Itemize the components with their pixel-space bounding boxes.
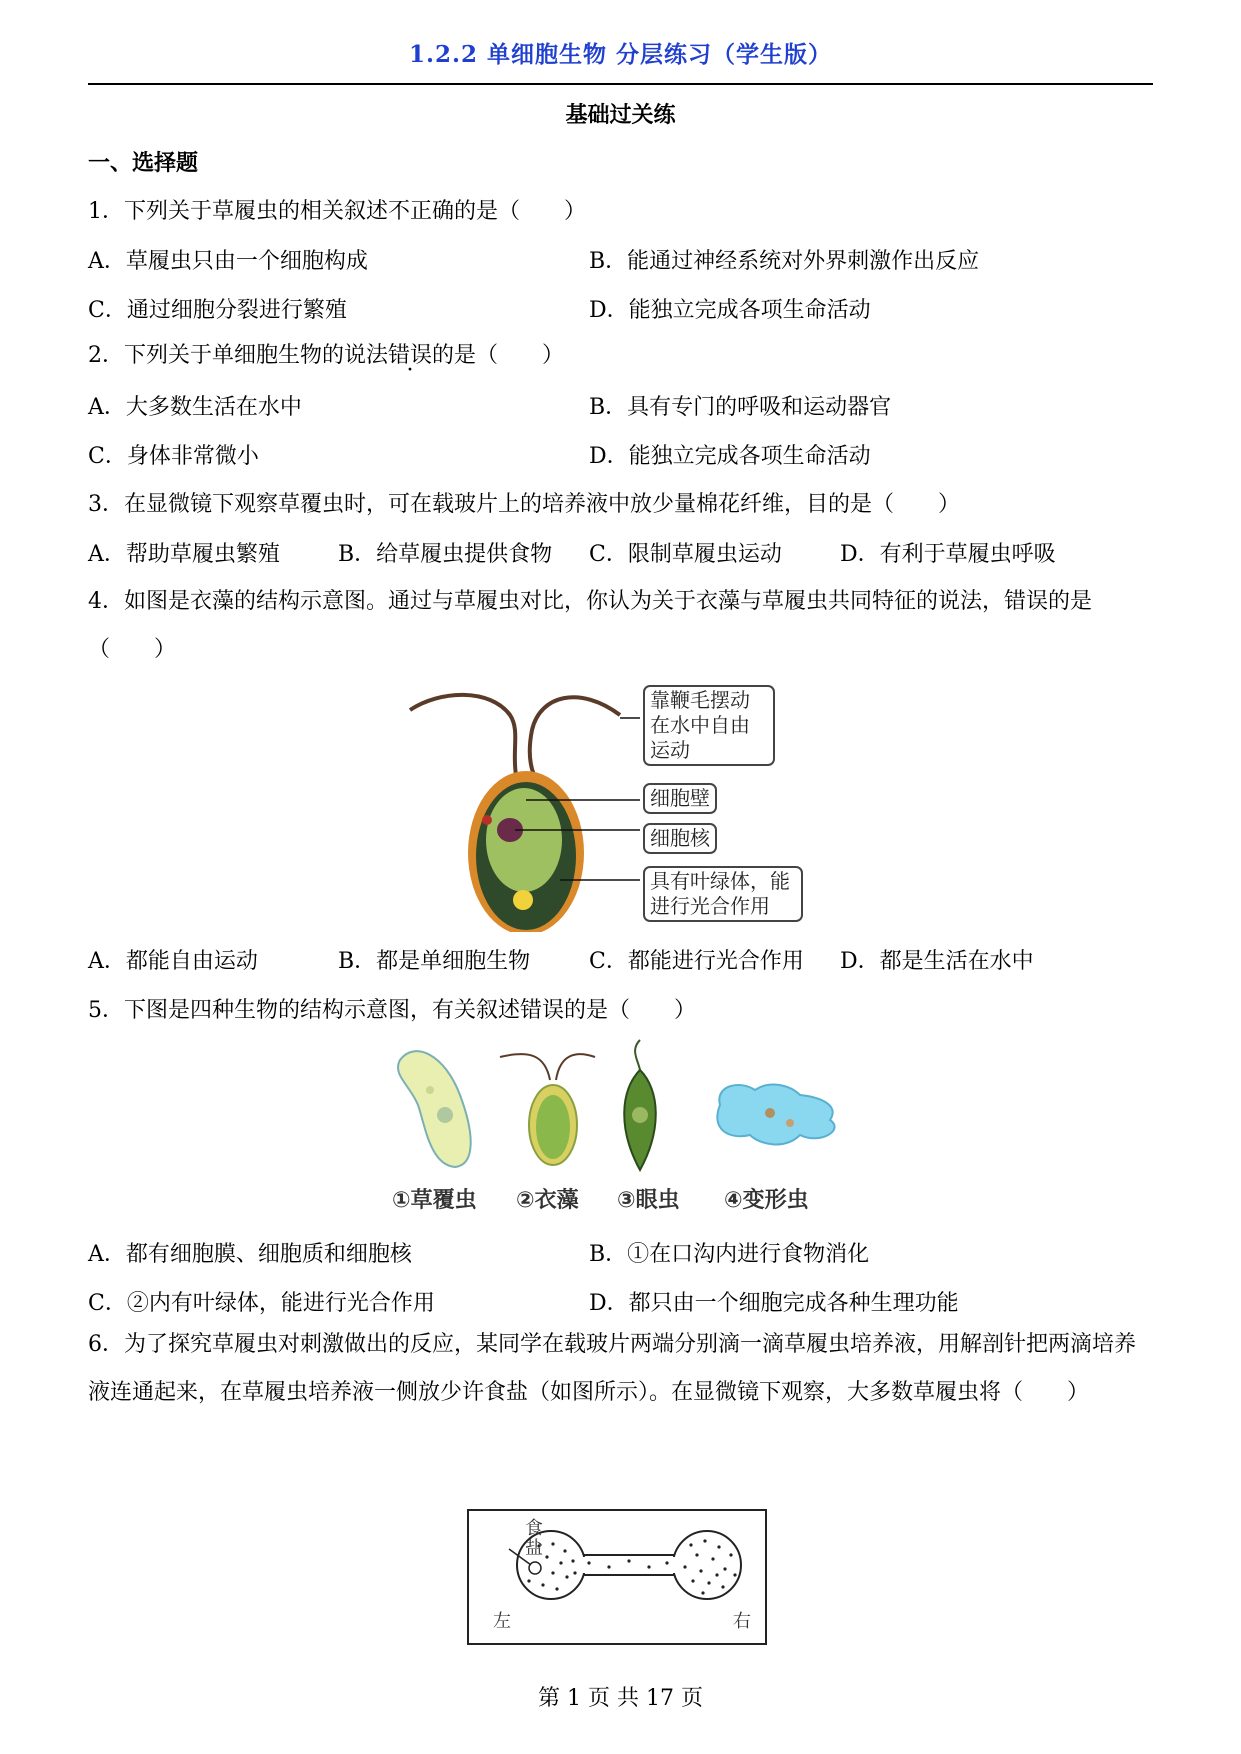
header-title: 1.2.2 单细胞生物 分层练习（学生版）	[408, 41, 833, 68]
q5-option-a: A．都有细胞膜、细胞质和细胞核	[88, 1242, 412, 1267]
chlamydomonas-figure	[400, 670, 840, 932]
q5-option-c: C．②内有叶绿体，能进行光合作用	[88, 1291, 435, 1316]
q4-option-d: D．都是生活在水中	[840, 949, 1034, 974]
q1-option-d: D．能独立完成各项生命活动	[589, 298, 871, 323]
question-3-stem: 3．在显微镜下观察草覆虫时，可在载玻片上的培养液中放少量棉花纤维，目的是（ ）	[88, 492, 961, 517]
question-6-stem: 6．为了探究草履虫对刺激做出的反应，某同学在载玻片两端分别滴一滴草履虫培养液，用解剖针把两滴培养液连通起来，在草履虫培养液一侧放少许食盐（如图所示）。在显微镜下观察，大多数草履虫将（ ）	[88, 1332, 1137, 1405]
q2-stem-pre: 2．下列关于单细胞生物的说法	[88, 343, 388, 368]
q2-option-a: A．大多数生活在水中	[88, 395, 302, 420]
header-divider	[88, 83, 1153, 85]
label-salt: 食盐	[525, 1518, 543, 1559]
q4-option-c: C．都能进行光合作用	[589, 949, 804, 974]
q1-option-b: B．能通过神经系统对外界刺激作出反应	[589, 249, 980, 274]
page-footer: 第 1 页 共 17 页	[538, 1686, 703, 1711]
q4-option-b: B．都是单细胞生物	[338, 949, 531, 974]
q3-option-b: B．给草履虫提供食物	[338, 542, 553, 567]
q2-option-b: B．具有专门的呼吸和运动器官	[589, 395, 892, 420]
label-cell-wall: 细胞壁	[643, 783, 717, 814]
label-chloroplast: 具有叶绿体，能进行光合作用	[643, 866, 803, 922]
caption-paramecium: ①草覆虫	[392, 1188, 477, 1213]
q2-option-d: D．能独立完成各项生命活动	[589, 444, 871, 469]
salt-experiment-diagram	[469, 1511, 765, 1643]
caption-euglena: ③眼虫	[617, 1188, 680, 1213]
question-2-stem	[88, 338, 564, 369]
q3-option-a: A．帮助草履虫繁殖	[88, 542, 280, 567]
q3-option-d: D．有利于草履虫呼吸	[840, 542, 1056, 567]
label-right: 右	[733, 1611, 751, 1632]
question-1-stem: 1．下列关于草履虫的相关叙述不正确的是（ ）	[88, 199, 586, 224]
q2-stem-post: 的是（ ）	[432, 343, 565, 368]
q4-option-a: A．都能自由运动	[88, 949, 258, 974]
q1-option-c: C．通过细胞分裂进行繁殖	[88, 298, 347, 323]
q5-option-d: D．都只由一个细胞完成各种生理功能	[589, 1291, 959, 1316]
section-title: 基础过关练	[565, 102, 676, 128]
label-left: 左	[493, 1611, 511, 1632]
q5-option-b: B．①在口沟内进行食物消化	[589, 1242, 870, 1267]
four-organisms-figure	[390, 1035, 870, 1175]
question-4-stem: 4．如图是衣藻的结构示意图。通过与草履虫对比，你认为关于衣藻与草履虫共同特征的说法，错误的是（ ）	[88, 589, 1093, 662]
q1-option-a: A．草履虫只由一个细胞构成	[88, 249, 368, 274]
label-nucleus: 细胞核	[643, 823, 717, 854]
q2-option-c: C．身体非常微小	[88, 444, 259, 469]
part-title: 一、选择题	[88, 150, 199, 176]
label-flagellum: 靠鞭毛摆动在水中自由运动	[643, 685, 775, 766]
q3-option-c: C．限制草履虫运动	[589, 542, 782, 567]
salt-experiment-figure	[467, 1509, 767, 1645]
caption-amoeba: ④变形虫	[724, 1188, 809, 1213]
caption-chlamydomonas: ②衣藻	[516, 1188, 579, 1213]
q2-stem-emphasis: 错误	[388, 343, 433, 368]
four-organisms-diagram	[390, 1035, 870, 1175]
question-5-stem: 5．下图是四种生物的结构示意图，有关叙述错误的是（ ）	[88, 998, 696, 1023]
